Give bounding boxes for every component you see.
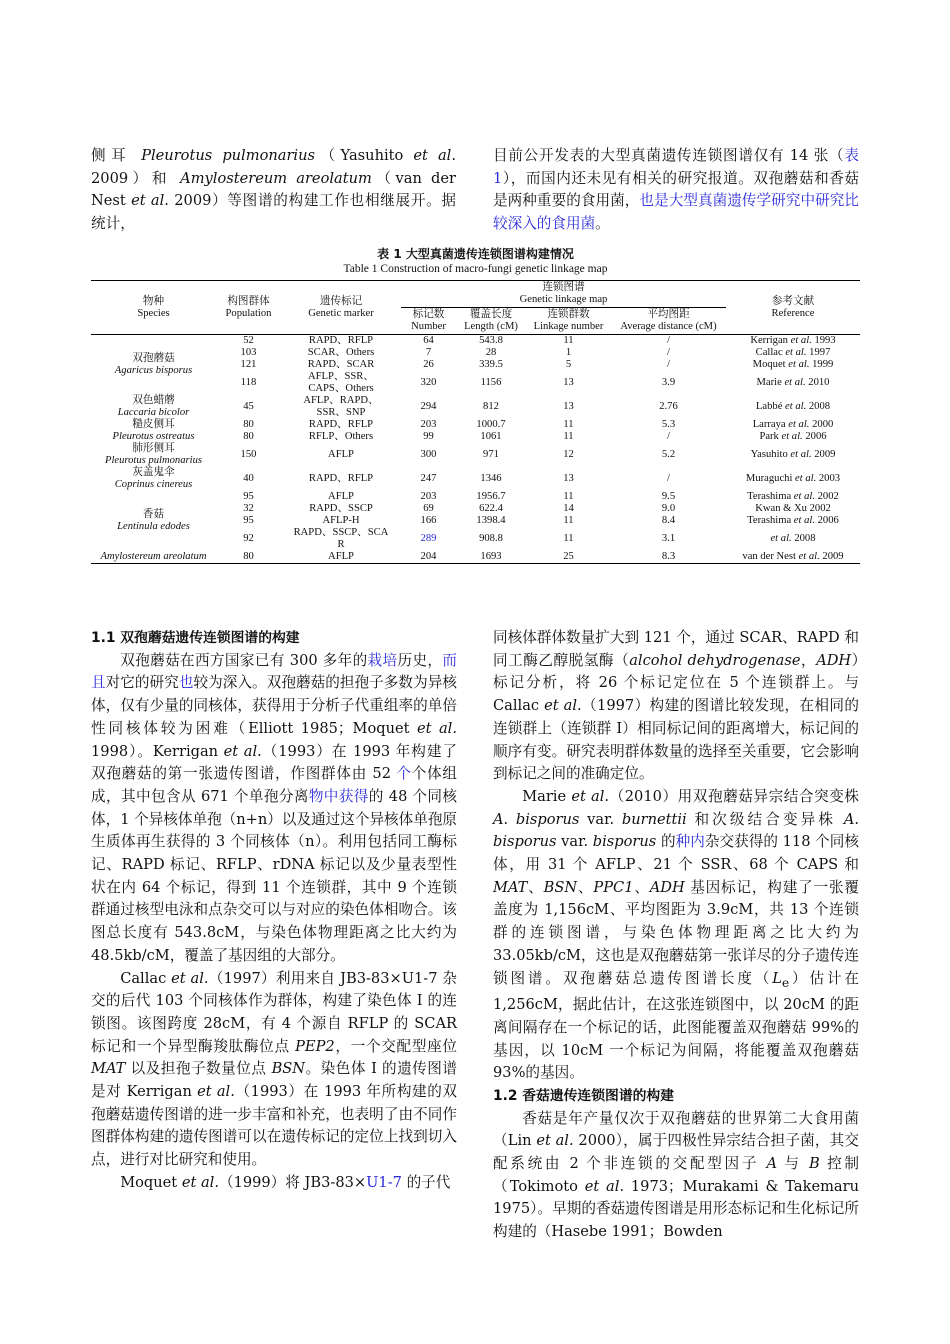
linkage-number-cell: 11 <box>563 419 574 430</box>
text-run: 2000），属于四极性异宗结合担子菌，其交配系统由 2 个非连锁的交配型因子 <box>493 1132 859 1173</box>
linkage-map-table <box>91 280 860 564</box>
text-run: et al. <box>788 419 810 430</box>
text-run: e <box>781 975 790 990</box>
average-distance-cell: 5.3 <box>661 419 676 430</box>
table-row <box>91 395 860 419</box>
population-cell: 118 <box>240 377 257 388</box>
text-run: 对它的研究 <box>105 674 179 692</box>
text-run: Labbé <box>755 401 786 412</box>
number-cell: 247 <box>420 473 437 484</box>
text-run: 历史， <box>397 651 443 669</box>
average-distance-cell: / <box>667 431 670 442</box>
text-run: 2009 <box>811 449 836 460</box>
text-run: （1999）将 JB3-83× <box>218 1173 367 1191</box>
top-right-column <box>493 145 859 236</box>
text-run: A. bisporus <box>493 810 580 828</box>
linkage-number-cell: 12 <box>563 449 574 460</box>
length-cell: 908.8 <box>479 533 503 544</box>
text-run: ， <box>800 651 817 669</box>
text-run: et al. <box>181 1173 219 1191</box>
text-run: 以及担孢子数量位点 <box>125 1060 272 1078</box>
number-cell: 166 <box>420 515 437 526</box>
number-cell: 300 <box>420 449 437 460</box>
text-run: et al. <box>785 347 807 358</box>
text-run: 较为深入。双孢蘑菇的担孢子多数为异核体，仅有少量的同核体，获得用于分析子代重组率的单倍性同核体较为困难（Elliott 1985；Moquet <box>91 674 457 737</box>
number-cell: 203 <box>420 419 437 430</box>
species-cell: 灰盖鬼伞 Coprinus cinereus <box>114 467 193 490</box>
marker-cell: AFLP <box>328 551 354 562</box>
text-run: 2009 <box>819 551 844 562</box>
population-cell: 121 <box>240 359 257 370</box>
length-cell: 1061 <box>480 431 502 442</box>
text-run: alcohol dehydrogenase <box>629 651 801 669</box>
marker-cell: RAPD、RFLP <box>308 419 374 430</box>
average-distance-cell: 3.1 <box>661 533 676 544</box>
number-cell: 294 <box>420 401 437 412</box>
text-run: bisporus <box>592 833 657 851</box>
text-run: 也 <box>178 674 194 692</box>
text-run: U1-7 <box>366 1173 402 1191</box>
linkage-number-cell: 13 <box>563 377 574 388</box>
text-run: （Yasuhito <box>314 147 414 164</box>
section-heading: 1.2 香菇遗传连锁图谱的构建 <box>493 1087 675 1104</box>
table-row <box>91 419 860 431</box>
paragraph <box>91 968 457 1172</box>
text-run: 的子代 <box>401 1173 451 1191</box>
marker-cell: AFLP、SSR、 CAPS、Others <box>308 371 374 394</box>
text-run: 的 48 个同核体，1 个异核体单孢（n+n）以及通过这个异核体单孢原生质体再生获得的 3 个同核体（n）。利用包括同工酶标记、RAPD 标记、RFLP、rDNA 标记以及少量表型性状在内 64 个标记，得到 11 个连锁群，其中 9 个连锁群通过核型电泳和点杂交可以与对应的染色体相吻合。该图总长度有 543.8cM，与染色体物理距离之比大约为 48.5kb/cM，覆盖了基因组的大部分。 <box>91 787 458 964</box>
text-run: Moquet <box>120 1173 182 1191</box>
text-run: 2006 <box>814 515 839 526</box>
marker-cell: RAPD、SSCP、SCA R <box>293 527 389 550</box>
marker-cell: RAPD、SSCP <box>309 503 373 514</box>
text-run: 个体组成，其中包含从 671 个单孢分离 <box>91 765 457 805</box>
text-run: et al. <box>793 515 815 526</box>
linkage-number-cell: 11 <box>563 491 574 502</box>
text-run: et al. <box>785 401 807 412</box>
species-cell: 双孢蘑菇 Agaricus bisporus <box>114 353 193 376</box>
text-run: Terashima <box>747 491 794 502</box>
top-left-column <box>91 145 456 236</box>
text-run: A. bisporus <box>493 810 860 851</box>
text-run: 。染色体 I 的遗传图谱是对 Kerrigan <box>91 1060 457 1101</box>
number-cell: 289 <box>420 533 437 544</box>
text-run: MAT <box>91 1060 126 1078</box>
text-run: et al. <box>790 335 812 346</box>
text-run: ADH <box>816 651 852 669</box>
length-cell: 1000.7 <box>476 419 506 430</box>
text-run: et al. <box>781 431 803 442</box>
average-distance-cell: / <box>667 359 670 370</box>
header-population: 构图群体 Population <box>225 295 272 319</box>
text-run: Amylostereum areolatum <box>180 169 372 187</box>
linkage-number-cell: 25 <box>563 551 574 562</box>
species-cell: 双色蜡蘑 Laccaria bicolor <box>117 395 190 418</box>
header-marker: 遗传标记 Genetic marker <box>308 295 374 319</box>
linkage-number-cell: 1 <box>565 347 572 358</box>
text-run: .（2010）用双孢蘑菇异宗结合突变株 <box>604 787 859 805</box>
length-cell: 1156 <box>480 377 502 388</box>
number-cell: 7 <box>425 347 432 358</box>
text-run: 、 <box>577 878 594 896</box>
text-run: .（1997）利用来自 JB3-83×U1-7 杂交的后代 103 个同核体作为群体，构建了染色体 I 的连锁图。该图跨度 28cM，有 4 个源自 RFLP 的 SCAR 标记和一个异型酶羧肽酶位点 <box>91 969 457 1055</box>
table-1 <box>91 246 860 564</box>
header-species: 物种 Species <box>137 295 170 319</box>
text-run: Marie <box>522 787 572 805</box>
table-row <box>91 467 860 491</box>
reference-cell <box>726 359 860 371</box>
bottom-right-column <box>493 627 859 1244</box>
text-run: Terashima <box>747 515 794 526</box>
length-cell: 1346 <box>480 473 502 484</box>
paragraph <box>493 786 859 1085</box>
text-run: 双孢蘑菇在西方国家已有 300 多年的 <box>120 651 368 669</box>
marker-cell: RAPD、SCAR <box>307 359 375 370</box>
table-row <box>91 491 860 503</box>
marker-cell: AFLP <box>328 491 354 502</box>
linkage-number-cell: 11 <box>563 335 574 346</box>
species-cell: 肺形侧耳 Pleurotus pulmonarius <box>104 443 202 466</box>
text-run: var. <box>579 810 622 828</box>
text-run: et al. <box>788 359 810 370</box>
text-run: 2008 <box>791 533 816 544</box>
table-row <box>91 551 860 564</box>
marker-cell: AFLP、RAPD、 SSR、SNP <box>303 395 379 418</box>
text-run: 也是大型真菌遗传学研究中研究比较深入的食用菌 <box>493 192 859 233</box>
length-cell: 622.4 <box>479 503 503 514</box>
table-caption-en: Table 1 Construction of macro-fungi genetic linkage map <box>343 263 608 275</box>
reference-cell <box>726 551 860 564</box>
reference-cell <box>726 371 860 395</box>
number-cell: 99 <box>423 431 434 442</box>
linkage-number-cell: 13 <box>563 473 574 484</box>
population-cell: 150 <box>240 449 257 460</box>
text-run: ADH <box>649 878 685 896</box>
text-run: et al. <box>784 377 806 388</box>
marker-cell: RAPD、RFLP <box>308 335 374 346</box>
average-distance-cell: 8.4 <box>661 515 676 526</box>
section-heading: 1.1 双孢蘑菇遗传连锁图谱的构建 <box>91 630 300 646</box>
text-run: 而且 <box>91 651 457 692</box>
text-run: PEP2 <box>295 1037 335 1055</box>
average-distance-cell: 9.5 <box>661 491 676 502</box>
table-body <box>91 335 860 564</box>
text-run: et al <box>584 1177 620 1195</box>
population-cell: 92 <box>243 533 254 544</box>
text-run: . 1973；Murakami & Takemaru 1975）。早期的香菇遗传图谱是用形态标记和生化标记所构建的（Hasebe 1991；Bowden <box>493 1177 859 1241</box>
number-cell: 64 <box>423 335 434 346</box>
text-run: Kwan & Xu 2002 <box>755 503 831 514</box>
text-run: et al. <box>544 697 582 715</box>
paragraph <box>493 1108 859 1244</box>
text-run: 2003 <box>816 473 841 484</box>
average-distance-cell: / <box>667 347 670 358</box>
text-run: Callac <box>120 969 172 987</box>
table-caption-cn: 表 1 大型真菌遗传连锁图谱构建情况 <box>377 247 574 261</box>
population-cell: 80 <box>243 551 254 562</box>
text-run: PPC1 <box>593 878 634 896</box>
length-cell: 339.5 <box>479 359 503 370</box>
population-cell: 95 <box>243 491 254 502</box>
population-cell: 52 <box>243 335 254 346</box>
text-run: Muraguchi <box>745 473 796 484</box>
reference-cell <box>726 503 860 515</box>
marker-cell: AFLP-H <box>322 515 360 526</box>
text-run: 控制（Tokimoto <box>493 1155 860 1195</box>
text-run: 目前公开发表的大型真菌遗传连锁图谱仅有 14 张（ <box>493 147 845 164</box>
marker-cell: SCAR、Others <box>307 347 375 358</box>
text-run: Callac <box>755 347 786 358</box>
text-run: et al. <box>223 742 262 760</box>
length-cell: 971 <box>483 449 499 460</box>
header-reference: 参考文献 Reference <box>771 295 815 319</box>
number-cell: 204 <box>420 551 437 562</box>
reference-cell <box>726 467 860 491</box>
paragraph <box>91 1172 457 1195</box>
text-run: 。 <box>595 215 610 233</box>
text-run: 2000 <box>809 419 834 430</box>
text-run: et al. <box>798 551 820 562</box>
length-cell: 1693 <box>480 551 502 562</box>
number-cell: 26 <box>423 359 434 370</box>
bottom-left-column <box>91 627 457 1195</box>
marker-cell: RFLP、Others <box>308 431 374 442</box>
species-cell: 糙皮侧耳 Pleurotus ostreatus <box>112 419 195 442</box>
text-run: et al. <box>197 1083 235 1101</box>
length-cell: 1956.7 <box>476 491 506 502</box>
population-cell: 45 <box>243 401 254 412</box>
population-cell: 80 <box>243 419 254 430</box>
average-distance-cell: 3.9 <box>661 377 676 388</box>
text-run: et al <box>131 192 165 210</box>
text-run: MAT <box>493 878 528 896</box>
text-run: Park <box>759 431 782 442</box>
length-cell: 1398.4 <box>476 515 506 526</box>
linkage-number-cell: 11 <box>563 515 574 526</box>
reference-cell <box>726 527 860 551</box>
text-run: 侧耳 <box>91 147 142 164</box>
population-cell: 103 <box>240 347 257 358</box>
text-run: Kerrigan <box>750 335 791 346</box>
text-run: Marie <box>756 377 785 388</box>
text-run: Pleurotus pulmonarius <box>141 147 315 164</box>
text-run: ），而国内还未见有相关的研究报道。双孢蘑菇和香菇是两种重要的食用菌， <box>493 169 859 210</box>
average-distance-cell: 9.0 <box>661 503 676 514</box>
text-run: 基因标记，构建了一张覆盖度为 1,156cM、平均图距为 3.9cM，共 13 个连锁群的连锁图谱，与染色体物理距离之比大约为 33.05kb/cM，这也是双孢蘑菇第一张详尽的分子遗传连锁图谱。双孢蘑菇总遗传图谱长度（ <box>493 878 859 987</box>
population-cell: 32 <box>243 503 254 514</box>
reference-cell <box>726 335 860 348</box>
reference-cell <box>726 443 860 467</box>
text-run: ）估计在 1,256cM，据此估计，在这张连锁图中，以 20cM 的距离间隔存在一个标记的话，此图能覆盖双孢蘑菇 99%的基因，以 10cM 一个标记为间隔，将能覆盖双孢蘑菇 93%的基因。 <box>493 969 859 1082</box>
text-run: Moquet <box>752 359 789 370</box>
text-run: 1993 <box>811 335 836 346</box>
text-run: L <box>772 969 782 987</box>
marker-cell: RAPD、RFLP <box>308 473 374 484</box>
text-run: Larraya <box>752 419 789 430</box>
text-run: B <box>809 1155 820 1173</box>
table-row <box>91 443 860 467</box>
average-distance-cell: / <box>667 335 670 346</box>
text-run: A <box>766 1155 778 1173</box>
reference-cell <box>726 491 860 503</box>
text-run: et al. <box>536 1132 574 1150</box>
average-distance-cell: 5.2 <box>661 449 676 460</box>
text-run: 2010 <box>805 377 830 388</box>
text-run: van der Nest <box>742 551 799 562</box>
text-run: （1993）在 1993 年构建了双孢蘑菇的第一张遗传图谱，作图群体由 52 <box>91 742 457 783</box>
reference-cell <box>726 431 860 443</box>
linkage-number-cell: 14 <box>563 503 574 514</box>
paragraph <box>91 650 457 968</box>
linkage-number-cell: 11 <box>563 431 574 442</box>
text-run: 2006 <box>802 431 827 442</box>
text-run: 同核体群体数量扩大到 121 个，通过 SCAR、RAPD 和同工酶乙醇脱氢酶（ <box>493 629 859 669</box>
text-run: et al. <box>416 719 457 737</box>
text-run: et al <box>571 787 605 805</box>
average-distance-cell: / <box>667 473 670 484</box>
text-run: burnettii <box>621 810 687 828</box>
text-run: 与 <box>777 1155 810 1173</box>
text-run: （van der Nest <box>91 169 456 210</box>
text-run: et al <box>413 147 452 164</box>
marker-cell: AFLP <box>328 449 354 460</box>
paragraph <box>493 145 859 236</box>
text-run: 1999 <box>809 359 834 370</box>
header-average-distance: 平均图距 Average distance (cM) <box>611 308 726 335</box>
text-run: BSN <box>543 878 578 896</box>
text-run: BSN <box>271 1060 306 1078</box>
population-cell: 80 <box>243 431 254 442</box>
text-run: . 2009）和 <box>91 147 456 187</box>
text-run: （1997）构建的图谱比较发现，在相同的连锁群上（连锁群 I）相同标记间的距离增大，标记间的顺序有变。研究表明群体数量的选择至关重要，它会影响到标记之间的准确定位。 <box>493 697 859 783</box>
text-run: ，一个交配型座位 <box>334 1037 457 1055</box>
average-distance-cell: 8.3 <box>661 551 676 562</box>
text-run: 1998）。Kerrigan <box>91 742 224 760</box>
text-run: . 2009）等图谱的构建工作也相继展开。据统计， <box>91 192 456 233</box>
species-cell: Amylostereum areolatum <box>100 551 207 562</box>
paragraph <box>493 627 859 786</box>
text-run: ）标记分析，将 26 个标记定位在 5 个连锁群上。与 Callac <box>493 651 859 715</box>
linkage-number-cell: 5 <box>565 359 572 370</box>
reference-cell <box>726 515 860 527</box>
text-run: 香菇是年产量仅次于双孢蘑菇的世界第二大食用菌（Lin <box>493 1109 859 1150</box>
reference-cell <box>726 347 860 359</box>
header-number: 标记数 Number <box>401 308 456 335</box>
average-distance-cell: 2.76 <box>659 401 678 412</box>
length-cell: 543.8 <box>479 335 503 346</box>
text-run: 种内 <box>675 833 705 851</box>
text-run: 、 <box>633 878 650 896</box>
text-run: 1997 <box>806 347 831 358</box>
text-run: 个 <box>396 765 412 783</box>
table-row <box>91 335 860 348</box>
species-cell: 香菇 Lentinula edodes <box>117 509 190 532</box>
text-run: 物中获得 <box>308 787 369 805</box>
text-run: 2008 <box>806 401 831 412</box>
text-run: var. <box>556 833 593 851</box>
text-run: 的 <box>656 833 676 851</box>
text-run: et al. <box>793 491 815 502</box>
header-linkage-number: 连锁群数 Linkage number <box>526 308 611 335</box>
length-cell: 812 <box>483 401 499 412</box>
text-run: 和次级结合变异株 <box>686 810 844 828</box>
text-run: et al. <box>770 533 792 544</box>
population-cell: 40 <box>243 473 254 484</box>
text-run: et al. <box>790 449 812 460</box>
number-cell: 203 <box>420 491 437 502</box>
number-cell: 320 <box>420 377 437 388</box>
number-cell: 69 <box>423 503 434 514</box>
text-run: et al. <box>795 473 817 484</box>
paragraph <box>91 145 456 236</box>
text-run: 、 <box>527 878 544 896</box>
header-length: 覆盖长度 Length (cM) <box>456 308 526 335</box>
reference-cell <box>726 419 860 431</box>
reference-cell <box>726 395 860 419</box>
text-run: 表 1 <box>493 147 859 187</box>
text-run: Yasuhito <box>750 449 791 460</box>
text-run: 栽培 <box>367 651 398 669</box>
text-run: （1993）在 1993 年所构建的双孢蘑菇遗传图谱的进一步丰富和补充，也表明了由不同作图群体构建的遗传图谱可以在遗传标记的定位上找到切入点，进行对比研究和使用。 <box>91 1083 457 1169</box>
linkage-number-cell: 13 <box>563 401 574 412</box>
text-run: 2002 <box>814 491 839 502</box>
text-run: et al <box>171 969 204 987</box>
linkage-number-cell: 11 <box>563 533 574 544</box>
header-linkage-map: 连锁图谱 Genetic linkage map <box>519 282 608 305</box>
population-cell: 95 <box>243 515 254 526</box>
length-cell: 28 <box>485 347 497 358</box>
text-run: 杂交获得的 118 个同核体，用 31 个 AFLP、21 个 SSR、68 个 CAPS 和 <box>493 833 859 874</box>
